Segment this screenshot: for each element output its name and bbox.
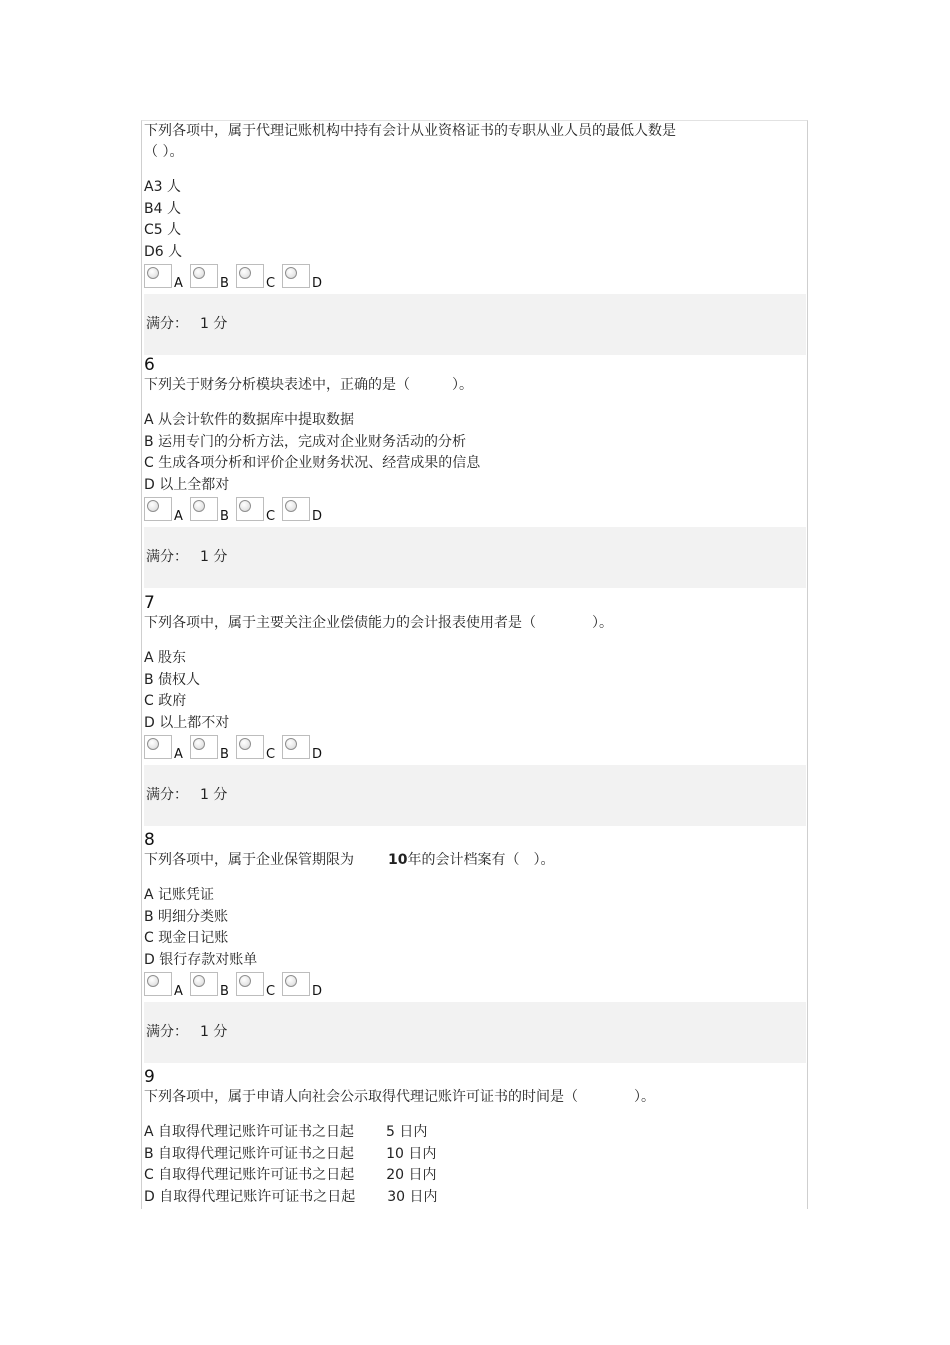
stem-line: 下列各项中，属于主要关注企业偿债能力的会计报表使用者是（ ）。 [144, 615, 613, 631]
radio-label-d: D [312, 746, 323, 762]
question-stem [144, 850, 806, 871]
score-value: 1 分 [200, 315, 228, 332]
question-number: 9 [144, 1067, 155, 1087]
radio-label-b: B [220, 983, 229, 999]
radio-b-icon[interactable] [190, 735, 218, 759]
question-number: 8 [144, 830, 155, 850]
option-a: A 股东 [144, 650, 187, 666]
option-c: C 政府 [144, 693, 187, 710]
option-c [144, 1165, 806, 1187]
radio-label-c: C [266, 275, 276, 291]
options-list [144, 1122, 806, 1209]
radio-label-b: B [220, 746, 229, 762]
answer-radios [144, 735, 806, 765]
radio-label-d: D [312, 983, 323, 999]
radio-b-icon[interactable] [190, 972, 218, 996]
radio-d-icon[interactable] [282, 972, 310, 996]
radio-label-b: B [220, 508, 229, 524]
stem-line: 下列各项中，属于申请人向社会公示取得代理记账许可证书的时间是（ ）。 [144, 1089, 655, 1105]
radio-label-c: C [266, 508, 276, 524]
radio-b-icon[interactable] [190, 264, 218, 288]
option-c: C5 人 [144, 222, 182, 239]
radio-a-icon[interactable] [144, 735, 172, 759]
question-stem [144, 613, 806, 634]
score-value: 1 分 [200, 1023, 228, 1040]
option-text: B 自取得代理记账许可证书之日起 [144, 1145, 355, 1162]
option-c: C 现金日记账 [144, 930, 229, 947]
question-stem [144, 121, 806, 163]
option-c: C 生成各项分析和评价企业财务状况、经营成果的信息 [144, 455, 481, 472]
radio-label-a: A [174, 508, 183, 524]
radio-label-a: A [174, 983, 183, 999]
score-bar [144, 527, 806, 588]
option-text: A 自取得代理记账许可证书之日起 [144, 1124, 355, 1140]
option-d [144, 1187, 806, 1209]
option-b [144, 1144, 806, 1166]
option-text: D 自取得代理记账许可证书之日起 [144, 1189, 356, 1206]
stem-line: （ ）。 [144, 144, 184, 160]
radio-c-icon[interactable] [236, 264, 264, 288]
option-a [144, 1122, 806, 1144]
radio-label-d: D [312, 275, 323, 291]
option-a: A 记账凭证 [144, 887, 215, 903]
option-d: D 以上全都对 [144, 477, 230, 494]
answer-radios [144, 264, 806, 294]
answer-radios [144, 972, 806, 1002]
stem-text: 年的会计档案有（ ）。 [407, 852, 555, 868]
question-7 [144, 593, 806, 826]
options-list [144, 648, 806, 735]
radio-d-icon[interactable] [282, 735, 310, 759]
option-d: D 银行存款对账单 [144, 952, 258, 969]
radio-c-icon[interactable] [236, 735, 264, 759]
radio-label-d: D [312, 508, 323, 524]
option-suffix: 5 日内 [386, 1124, 428, 1140]
radio-b-icon[interactable] [190, 497, 218, 521]
radio-label-a: A [174, 275, 183, 291]
radio-label-c: C [266, 746, 276, 762]
option-a: A 从会计软件的数据库中提取数据 [144, 412, 355, 428]
radio-a-icon[interactable] [144, 497, 172, 521]
quiz-frame [141, 120, 808, 1209]
options-list [144, 885, 806, 972]
option-suffix: 10 日内 [386, 1145, 437, 1162]
option-suffix: 30 日内 [387, 1189, 438, 1206]
score-value: 1 分 [200, 786, 228, 803]
score-label: 满分： [146, 1023, 188, 1040]
score-value: 1 分 [200, 548, 228, 565]
answer-radios [144, 497, 806, 527]
question-number: 7 [144, 593, 155, 613]
stem-text: 下列各项中，属于企业保管期限为 [144, 852, 354, 868]
question-number: 6 [144, 355, 155, 375]
option-b: B 运用专门的分析方法，完成对企业财务活动的分析 [144, 433, 467, 450]
question-5 [144, 121, 806, 355]
score-bar [144, 1002, 806, 1063]
option-suffix: 20 日内 [386, 1167, 437, 1184]
option-a: A3 人 [144, 179, 181, 195]
option-b: B 明细分类账 [144, 908, 229, 925]
score-label: 满分： [146, 786, 188, 803]
question-stem [144, 375, 806, 396]
question-stem [144, 1087, 806, 1108]
score-label: 满分： [146, 315, 188, 332]
radio-label-b: B [220, 275, 229, 291]
radio-c-icon[interactable] [236, 497, 264, 521]
option-text: C 自取得代理记账许可证书之日起 [144, 1167, 355, 1184]
stem-line: 下列关于财务分析模块表述中，正确的是（ ）。 [144, 377, 473, 393]
option-b: B 债权人 [144, 671, 201, 688]
option-d: D 以上都不对 [144, 715, 230, 732]
options-list [144, 410, 806, 497]
question-8 [144, 830, 806, 1063]
options-list [144, 177, 806, 264]
score-bar [144, 765, 806, 826]
radio-label-c: C [266, 983, 276, 999]
option-d: D6 人 [144, 244, 183, 261]
radio-a-icon[interactable] [144, 972, 172, 996]
score-bar [144, 294, 806, 355]
question-9 [144, 1067, 806, 1209]
stem-line: 下列各项中，属于代理记账机构中持有会计从业资格证书的专职从业人员的最低人数是 [144, 123, 676, 139]
radio-d-icon[interactable] [282, 264, 310, 288]
question-6 [144, 355, 806, 588]
score-label: 满分： [146, 548, 188, 565]
option-b: B4 人 [144, 200, 181, 217]
radio-a-icon[interactable] [144, 264, 172, 288]
radio-label-a: A [174, 746, 183, 762]
radio-c-icon[interactable] [236, 972, 264, 996]
stem-bold-number: 10 [388, 852, 408, 868]
radio-d-icon[interactable] [282, 497, 310, 521]
